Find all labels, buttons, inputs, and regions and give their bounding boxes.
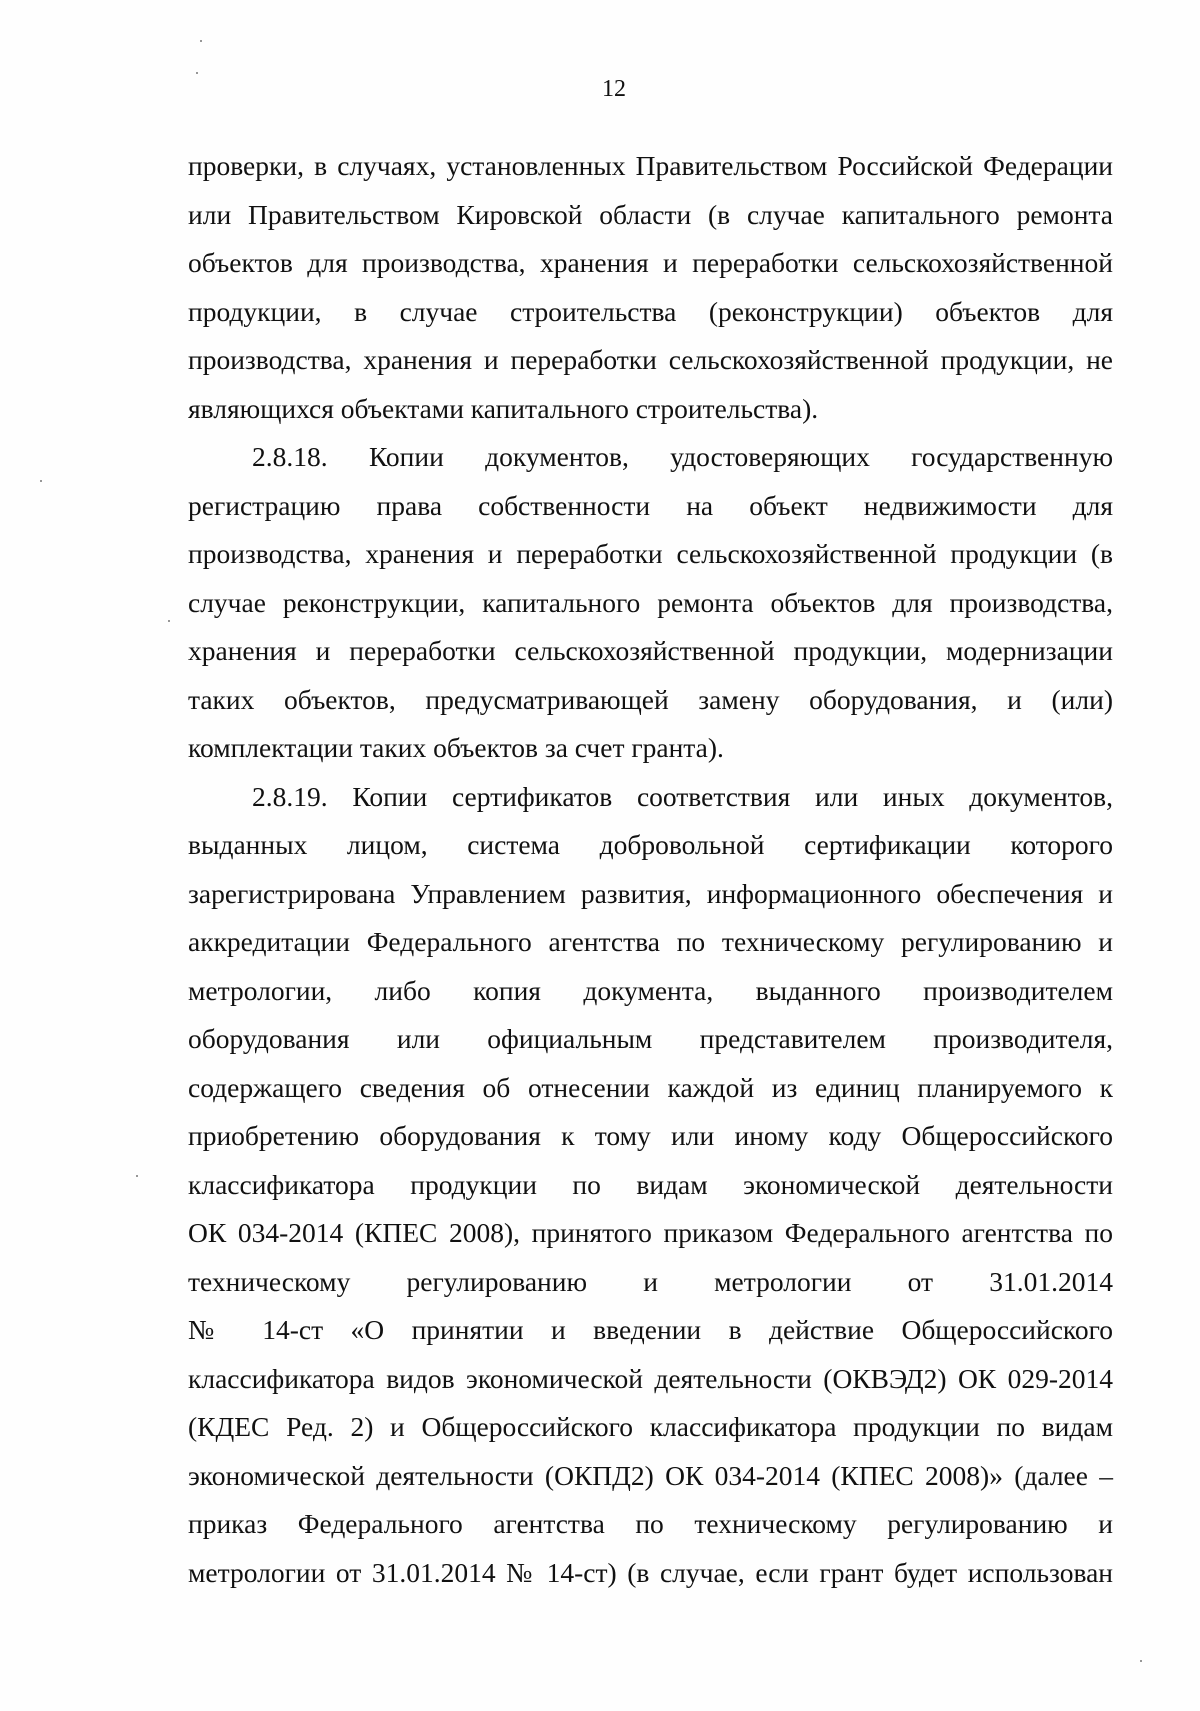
text-line: продукции, в случае строительства (реконструкции) объектов для (188, 295, 1113, 327)
page-number: 12 (602, 76, 626, 102)
text-line: случае реконструкции, капитального ремонта объектов для производства, (188, 586, 1113, 618)
text-line: выданных лицом, система добровольной сертификации которого (188, 829, 1113, 860)
text-line: ОК 034-2014 (КПЕС 2008), принятого приказом Федерального агентства по (188, 1217, 1113, 1248)
document-body (188, 142, 1113, 1597)
text-line: комплектации таких объектов за счет гранта). (188, 732, 724, 763)
text-line: классификатора видов экономической деятельности (ОКВЭД2) ОК 029-2014 (188, 1362, 1113, 1394)
scan-speck (136, 1175, 138, 1177)
text-line: хранения и переработки сельскохозяйственной продукции, модернизации (188, 635, 1113, 666)
text-line: 2.8.19. Копии сертификатов соответствия или иных документов, (252, 780, 1113, 812)
text-line: приказ Федерального агентства по техническому регулированию и (188, 1508, 1113, 1539)
paragraph-continuation (188, 142, 1113, 433)
paragraph-2-8-19 (188, 773, 1113, 1598)
text-line: приобретению оборудования к тому или иному коду Общероссийского (188, 1120, 1113, 1151)
scan-speck (40, 480, 42, 482)
text-line: содержащего сведения об отнесении каждой из единиц планируемого к (188, 1071, 1113, 1103)
text-line: оборудования или официальным представителем производителя, (188, 1023, 1113, 1054)
text-line: производства, хранения и переработки сельскохозяйственной продукции, не (188, 344, 1113, 375)
text-line: таких объектов, предусматривающей замену оборудования, и (или) (188, 683, 1113, 715)
text-line: метрологии, либо копия документа, выданного производителем (188, 974, 1113, 1006)
text-line: 2.8.18. Копии документов, удостоверяющих государственную (252, 441, 1113, 472)
scan-speck (168, 620, 170, 622)
scan-speck (200, 40, 202, 42)
text-line: проверки, в случаях, установленных Правительством Российской Федерации (188, 150, 1113, 181)
scan-speck (196, 72, 198, 74)
text-line: являющихся объектами капитального строительства). (188, 392, 819, 424)
text-line: регистрацию права собственности на объект недвижимости для (188, 489, 1113, 521)
scan-speck (1140, 1660, 1142, 1662)
text-line: экономической деятельности (ОКПД2) ОК 034-2014 (КПЕС 2008)» (далее – (188, 1459, 1113, 1491)
text-line: аккредитации Федерального агентства по техническому регулированию и (188, 926, 1113, 957)
text-line: (КДЕС Ред. 2) и Общероссийского классификатора продукции по видам (188, 1411, 1113, 1442)
text-line: производства, хранения и переработки сельскохозяйственной продукции (в (188, 538, 1113, 569)
text-line: техническому регулированию и метрологии от 31.01.2014 (188, 1265, 1113, 1297)
text-line: зарегистрирована Управлением развития, информационного обеспечения и (188, 877, 1113, 909)
text-line: или Правительством Кировской области (в случае капитального ремонта (188, 198, 1113, 230)
text-line: объектов для производства, хранения и переработки сельскохозяйственной (188, 247, 1113, 278)
paragraph-2-8-18 (188, 433, 1113, 773)
text-line: классификатора продукции по видам экономической деятельности (188, 1168, 1113, 1200)
text-line: № 14-ст «О принятии и введении в действие Общероссийского (188, 1314, 1113, 1345)
text-line: метрологии от 31.01.2014 № 14-ст) (в случае, если грант будет использован (188, 1556, 1113, 1588)
